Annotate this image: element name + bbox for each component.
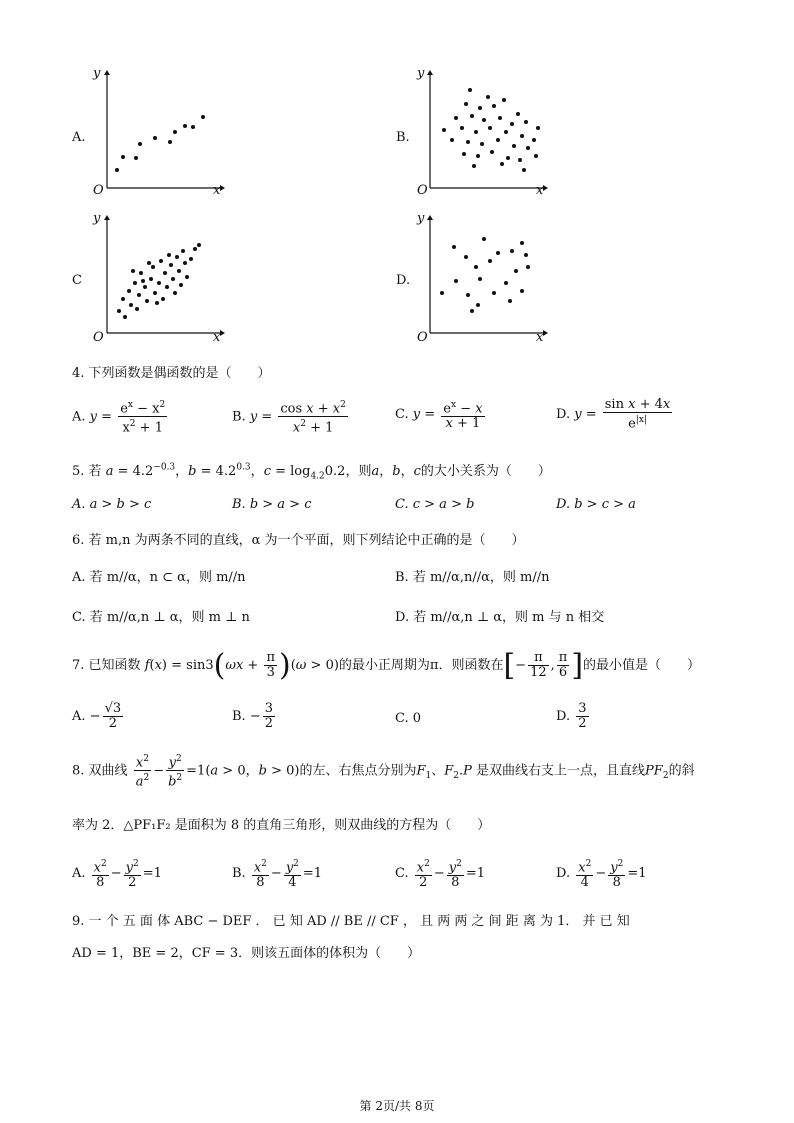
q4-option-b: B. y = $\frac{\cos x + x^2}{x^2 + 1}$ [232, 400, 346, 436]
scatter-plot-b [418, 70, 548, 199]
q7-b-label: B. [232, 709, 246, 724]
q5-option-a: A. a > b > c [72, 497, 152, 512]
scatter-plot-a [95, 70, 225, 199]
q7-d-label: D. [556, 709, 571, 724]
plot-d-origin: O [417, 330, 428, 345]
q9-line1: 9. 一 个 五 面 体 ABC − DEF ． 已 知 AD // BE // CF ， 且 两 两 之 间 距 离 为 1． 并 已 知 [72, 914, 630, 929]
plot-c-label: C [72, 273, 82, 288]
scatter-b-svg [418, 70, 548, 195]
plot-b-origin: O [417, 183, 428, 198]
q7-stem [72, 648, 700, 683]
q7-stem-mid: 的最小正周期为π．则函数在 [338, 658, 504, 673]
q7-interval: [− $\frac{\pi}{12}$ , $\frac{\pi}{6}$ ] [503, 648, 584, 683]
q5-stem-post: ，则 [345, 464, 372, 479]
q8-stem-end: 的斜 [668, 763, 695, 779]
plot-d-yaxis: y [417, 211, 425, 226]
plot-d-xaxis: x [536, 330, 544, 345]
scatter-d-svg [418, 215, 548, 340]
q5-stem-end: 的大小关系为（ ） [420, 464, 551, 479]
scatter-plot-d [418, 215, 548, 344]
scatter-plot-c [95, 215, 225, 344]
q4-d-frac: $\frac{\text{sin x + 4x}}{e^{|x|}}$ [604, 397, 671, 432]
q8-stem-mid: 的左、右焦点分别为 [299, 763, 417, 779]
q5-option-b: B. b > a > c [232, 497, 312, 512]
q6-option-c: C. 若 m//α,n ⊥ α，则 m ⊥ n [72, 610, 250, 625]
q4-option-c: C. y = $\frac{e^x - x}{x + 1}$ [395, 400, 483, 432]
q8-c-label: C. [395, 866, 409, 882]
q6-stem: 6. 若 m,n 为两条不同的直线，α 为一个平面，则下列结论中正确的是（ ） [72, 533, 525, 548]
q5-stem-pre: 5. 若 [72, 464, 102, 479]
q7-option-a: A. − $\frac{√3}{2}$ [72, 701, 122, 731]
q4-a-frac: $\frac{e^x - x^2}{x^2 + 1}$ [120, 400, 166, 436]
plot-b-label: B. [396, 130, 410, 145]
q5-stem: 5. 若 $a = 4.2^{-0.3}$，$b = 4.2^{0.3}$，$c = \log_{4.2}0.2$，则a，b，c的大小关系为（ ） [72, 462, 551, 482]
plot-a-origin: O [93, 183, 104, 198]
plot-d-label: D. [396, 273, 411, 288]
q7-option-c: C. 0 [395, 711, 422, 726]
q8-stem-mid2: 是双曲线右支上一点，且直线 [476, 763, 646, 779]
q6-option-b: B. 若 m//α,n//α，则 m//n [395, 570, 550, 585]
q4-b-label: B. [232, 409, 246, 425]
q5-option-d: D. b > c > a [556, 497, 636, 512]
q8-stem-pre: 8. 双曲线 [72, 763, 128, 779]
q4-a-label: A. [72, 409, 86, 425]
q6-option-d: D. 若 m//α,n ⊥ α，则 m 与 n 相交 [395, 610, 605, 625]
q8-option-d: D. $\frac{x^2}{4}$ − $\frac{y^2}{8}$ =1 [556, 859, 647, 891]
q7-option-d: D. $\frac{3}{2}$ [556, 701, 587, 731]
q7-stem-end: 的最小值是（ ） [583, 658, 701, 673]
q8-a-label: A. [72, 866, 86, 882]
plot-a-yaxis: y [93, 66, 101, 81]
scatter-c-svg [95, 215, 225, 340]
q4-option-d: D. y = $\frac{\text{sin x + 4x}}{e^{|x|}}$ [556, 397, 671, 432]
q8-option-b: B. $\frac{x^2}{8}$ − $\frac{y^2}{4}$ =1 [232, 859, 323, 891]
q8-stem: 8. 双曲线 $\frac{x^2}{a^2}$ − $\frac{y^2}{b^2}$ =1(a > 0，b > 0)的左、右焦点分别为$F_1$、$F_2.P$ 是双曲线右支上一点，且直线$PF_2$的斜 [72, 754, 695, 790]
q7-a-label: A. [72, 709, 86, 724]
plot-b-xaxis: x [536, 183, 544, 198]
q7-function: f(x) = sin3(ωx + $\frac{\pi}{3}$ )(ω > 0) [144, 648, 339, 683]
plot-a-xaxis: x [213, 183, 221, 198]
plot-c-yaxis: y [93, 211, 101, 226]
q8-line2: 率为 2．△PF₁F₂ 是面积为 8 的直角三角形，则双曲线的方程为（ ） [72, 818, 491, 833]
q7-option-b: B. − $\frac{3}{2}$ [232, 701, 273, 731]
q4-stem: 4. 下列函数是偶函数的是（ ） [72, 366, 271, 381]
q4-option-a: A. y = $\frac{e^x - x^2}{x^2 + 1}$ [72, 400, 166, 436]
plot-c-origin: O [93, 330, 104, 345]
q6-option-a: A. 若 m//α，n ⊂ α，则 m//n [72, 570, 246, 585]
q8-d-label: D. [556, 866, 571, 882]
plot-a-label: A. [72, 130, 86, 145]
plot-b-yaxis: y [417, 66, 425, 81]
q4-b-frac: $\frac{\cos x + x^2}{x^2 + 1}$ [280, 400, 346, 436]
q5-formula: $a = 4.2^{-0.3}$，$b = 4.2^{0.3}$，$c = \log_{4.2}0.2$ [105, 462, 346, 482]
q9-line2: AD = 1，BE = 2，CF = 3．则该五面体的体积为（ ） [72, 946, 421, 961]
q8-b-label: B. [232, 866, 246, 882]
plot-c-xaxis: x [213, 330, 221, 345]
page-footer: 第 2页/共 8页 [359, 1099, 435, 1113]
q5-option-c: C. c > a > b [395, 497, 475, 512]
q8-option-a: A. $\frac{x^2}{8}$ − $\frac{y^2}{2}$ =1 [72, 859, 162, 891]
scatter-a-svg [95, 70, 225, 195]
q4-c-frac: $\frac{e^x - x}{x + 1}$ [443, 400, 483, 432]
q4-c-label: C. [395, 407, 409, 423]
q7-stem-pre: 7. 已知函数 [72, 658, 141, 673]
q8-option-c: C. $\frac{x^2}{2}$ − $\frac{y^2}{8}$ =1 [395, 859, 486, 891]
q4-d-label: D. [556, 407, 571, 423]
